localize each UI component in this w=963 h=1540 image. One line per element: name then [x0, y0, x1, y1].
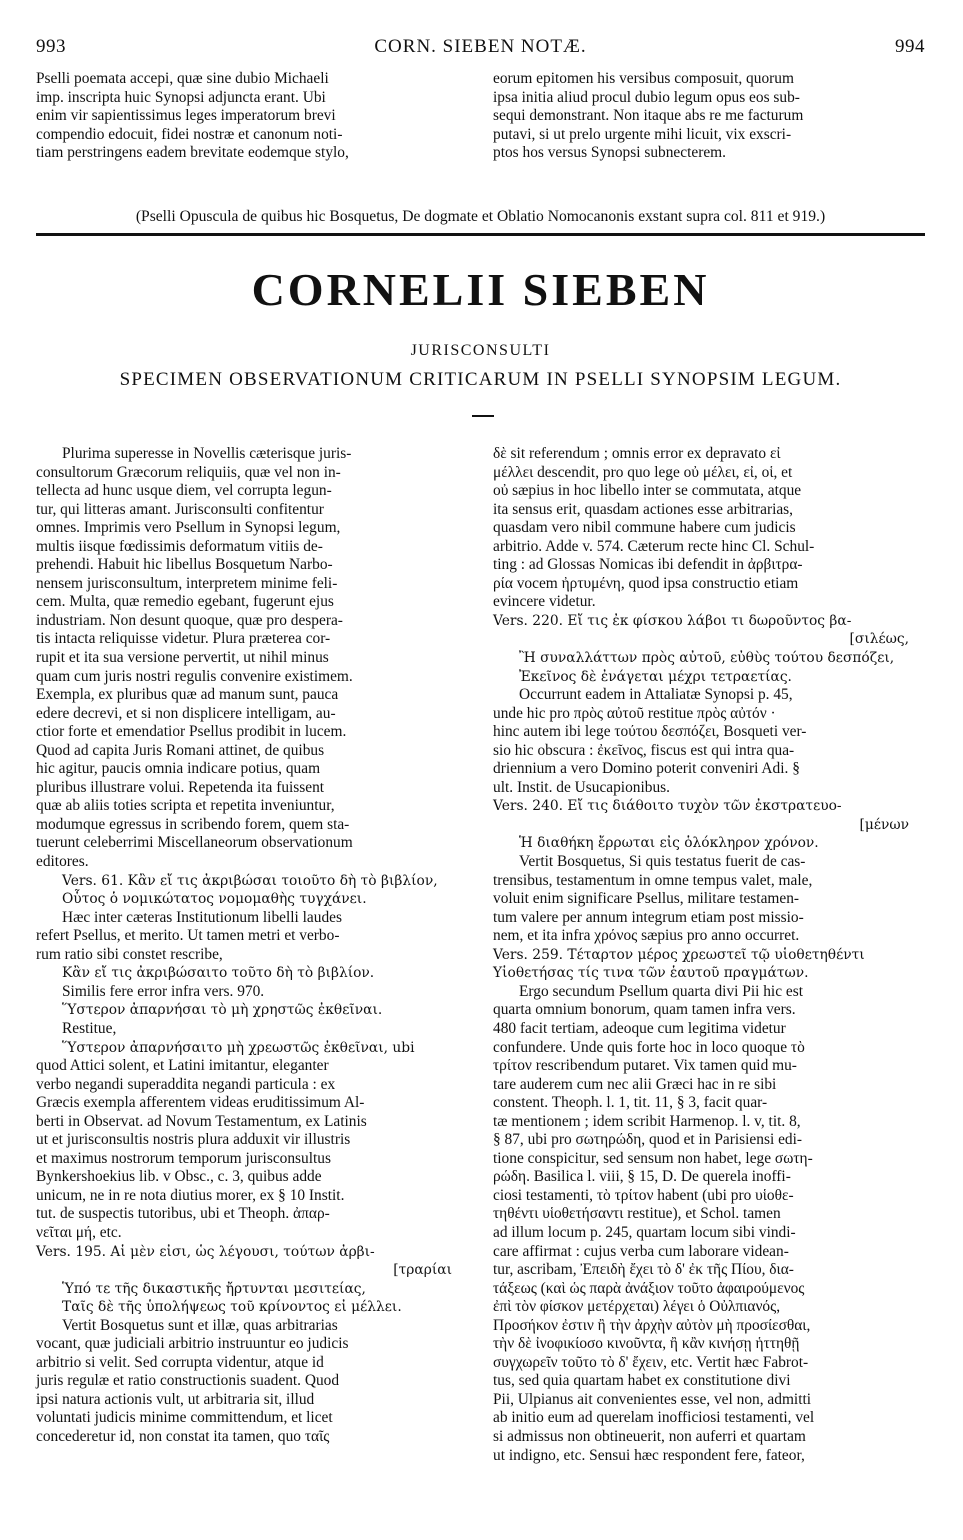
text-line: cem. Multa, quæ remedio egebant, fugerunt ejus — [36, 593, 334, 611]
text-line: confundere. Unde quis forte hoc in loco quoque τὸ — [493, 1038, 805, 1056]
text-line: Restitue, — [62, 1019, 117, 1037]
text-line: ut et jurisconsultis nostris plura adduxit vir illustris — [36, 1131, 351, 1149]
text-line: Vers. 259. Τέταρτον μέρος χρεωστεῖ τῷ υἱοθετηθέντι — [493, 946, 865, 963]
text-line: οὐ sæpius in hoc libello inter se commutata, atque — [493, 482, 802, 500]
text-line: consultorum Græcorum reliquiis, quæ vel non in- — [36, 463, 341, 481]
text-line: Vers. 195. Αἱ μὲν εἰσι, ὡς λέγουσι, τούτων ἀρβι- — [36, 1243, 375, 1260]
text-line: ρώδη. Basilica l. viii, § 15, D. De querela inoffi- — [493, 1168, 791, 1186]
text-line: Ergo secundum Psellum quarta divi Pii hic est — [519, 982, 803, 1000]
text-line: quasdam vero nibil commune habere cum judicis — [493, 519, 796, 537]
page-number-left: 993 — [36, 36, 66, 57]
body-right-column — [493, 445, 925, 1465]
text-line: quam cum juris nostri regulis convenire existimem. — [36, 667, 353, 685]
text-line: Ἡ διαθήκη ἔρρωται εἰς ὁλόκληρον χρόνον. — [519, 835, 819, 852]
text-line: Similis fere error infra vers. 970. — [62, 982, 265, 1000]
text-line: constent. Theoph. l. 1, tit. 11, § 3, facit quar- — [493, 1094, 768, 1112]
text-line: tellecta ad hunc usque diem, vel corrupta legun- — [36, 482, 332, 500]
text-line: voluit enim significare Psellus, militare testamen- — [493, 890, 800, 908]
text-line: Hæc inter cæteras Institutionum libelli laudes — [62, 908, 342, 926]
text-line: edere decrevi, et si non displicere intelligam, au- — [36, 704, 336, 722]
text-line: compendio edocuit, fidei nostræ et canonum noti- — [36, 125, 343, 143]
text-line: ult. Instit. de Usucapionibus. — [493, 778, 670, 796]
text-line: τὴν δὲ ἰνοφικίοσο κινοῦντα, ἢ κἂν κινήσῃ ἡττηθῇ — [493, 1335, 800, 1353]
text-line: modumque egressus in scribendo forem, quem sta- — [36, 815, 350, 833]
text-line: ut indigno, etc. Sensui hæc respondent fere, fateor, — [493, 1446, 805, 1464]
subtitle-jurisconsulti: JURISCONSULTI — [410, 342, 551, 359]
text-line: Vers. 220. Εἴ τις ἐκ φίσκου λάβοι τι δωροῦντος βα- — [493, 612, 852, 629]
text-line: Græcis exempla afferentem videas eruditissimum Al- — [36, 1094, 365, 1112]
text-line: putavi, si ut prelo urgente mihi licuit, vix exscri- — [493, 125, 792, 143]
text-line: Pii, Ulpianus ait convenientes esse, vel non, admitti — [493, 1390, 812, 1408]
title-dash — [472, 415, 494, 417]
text-line: nem, et ita infra χρόνος sæpius pro anno occurret. — [493, 927, 800, 945]
text-line: [τραρίαι — [393, 1262, 452, 1279]
text-line: industriam. Non desunt quoque, quæ pro despera- — [36, 611, 343, 629]
text-line: enim vir sapientissimus leges imperatorum brevi — [36, 107, 336, 125]
text-line: prehendi. Habuit hic libellus Bosquetum Narbo- — [36, 556, 333, 574]
body-columns — [36, 445, 925, 1465]
section-divider — [36, 233, 925, 236]
text-line: arbitrio si velit. Sed corrupta videntur, atque id — [36, 1353, 324, 1371]
text-line: Ὕστερον ἀπαρνήσαιτο μὴ χρεωστῶς ἐκθεῖναι, ubi — [62, 1039, 415, 1056]
text-line: quæ ab aliis toties scripta et repetita inveniuntur, — [36, 797, 335, 815]
text-line: driennium a vero Domino poterit conveniri Adi. § — [493, 760, 800, 778]
text-line: hic agitur, paucis omnia indicare potius, quam — [36, 760, 321, 778]
text-line: tus, sed quia quartam habet ex constitutione divi — [493, 1372, 791, 1390]
text-line: concederetur id, non constat ita tamen, quo ταῖς — [36, 1427, 330, 1445]
source-note: (Pselli Opuscula de quibus hic Bosquetus, De dogmate et Oblatio Nomocanonis exstant supra col. 811 et 919.) — [135, 208, 826, 225]
text-line: tum valere per annum integrum etiam post missio- — [493, 908, 804, 926]
text-line: eorum epitomen his versibus composuit, quorum — [493, 70, 794, 87]
subtitle-specimen: SPECIMEN OBSERVATIONUM CRITICARUM IN PSELLI SYNOPSIM LEGUM. — [119, 369, 842, 390]
text-line: unicum, ne in re nota diutius morer, ex § 10 Instit. — [36, 1186, 345, 1204]
running-head — [36, 36, 925, 60]
page-number-right: 994 — [894, 36, 925, 57]
intro-columns — [36, 70, 925, 163]
text-line: Ὕστερον ἀπαρνήσαι τὸ μὴ χρηστῶς ἐκθεῖναι. — [62, 1002, 383, 1019]
text-line: tare auderem cum nec alii Græci hac in re sibi — [493, 1075, 777, 1093]
text-line: μέλλει descendit, pro quo lege οὐ μέλει, εἰ, οἱ, et — [493, 463, 793, 481]
text-line: ptos hos versus Synopsi subnecterem. — [493, 144, 726, 162]
text-line: Ἢ συναλλάττων πρὸς αὐτοῦ, εὐθὺς τούτου δεσπόζει, — [519, 650, 895, 667]
text-line: Occurrunt eadem in Attaliatæ Synopsi p. 45, — [519, 686, 793, 704]
text-line: sio hic obscura : ἐκεῖνος, fiscus est qui intra qua- — [493, 741, 795, 759]
text-line: § 87, ubi pro σωτηρώδη, quod et in Parisiensi edi- — [493, 1131, 802, 1149]
text-line: sequi demonstrant. Non itaque abs re me facturum — [493, 107, 804, 125]
text-line: arbitrio. Adde v. 574. Cæterum recte hinc Cl. Schul- — [493, 537, 815, 555]
text-line: quarta omnium bonorum, quam tamen infra vers. — [493, 1001, 796, 1019]
text-line: ρία vocem ἠρτυμένη, quod ipsa constructio etiam — [493, 574, 799, 592]
text-line: τάξεως (καὶ ὡς παρὰ ἀνάξιον τοῦτο ἀφαιρούμενος — [493, 1279, 805, 1297]
text-line: συγχωρεῖν τοῦτο τὸ δ' ἔχειν, etc. Vertit hæc Fabrot- — [493, 1353, 809, 1371]
text-line: verbo negandi superaddita negandi particula : ex — [36, 1075, 336, 1093]
text-line: Ταῖς δὲ τῆς ὑπολήψεως τοῦ κρίνοντος εἰ μέλλει. — [62, 1299, 402, 1316]
text-line: ciosi testamenti, τὸ τρίτον habent (ubi pro υἱοθε- — [493, 1186, 794, 1204]
text-line: unde hic pro πρὸς αὐτοῦ restitue πρὸς αὐτόν · — [493, 704, 776, 722]
text-line: ting : ad Glossas Nomicas ibi defendit in ἀρβιτρα- — [493, 556, 803, 574]
text-line: 480 facit tertiam, adeoque cum legitima videtur — [493, 1019, 786, 1037]
text-line: δὲ sit referendum ; omnis error ex depravato εἰ — [493, 445, 781, 462]
text-line: Vers. 240. Εἴ τις διάθοιτο τυχὸν τῶν ἐκστρατευο- — [493, 798, 842, 815]
text-line: tur, ascribam, Ἐπειδὴ ἔχει τὸ δ' ἐκ τῆς Πίου, δια- — [493, 1261, 794, 1279]
text-line: Plurima superesse in Novellis cæterisque juris- — [62, 445, 352, 462]
text-line: tuerunt celeberrimi Miscellaneorum observationum — [36, 834, 353, 852]
text-line: [σιλέως, — [849, 631, 909, 648]
text-line: rum ratio sibi constet rescribe, — [36, 945, 223, 963]
text-line: quod Attici solent, et Latini imitantur, eleganter — [36, 1057, 329, 1075]
text-line: Οὗτος ὁ νομικώτατος νομομαθὴς τυγχάνει. — [62, 891, 367, 908]
text-line: τηθέντι υἱοθετήσαντι restitue), et Schol. tamen — [493, 1205, 781, 1223]
text-line: ἐπὶ τὸν φίσκον μετέρχεται) λέγει ὁ Οὐλπιανός, — [493, 1298, 781, 1316]
text-line: editores. — [36, 853, 89, 871]
text-line: tiam perstringens eadem brevitate eodemque stylo, — [36, 144, 349, 162]
text-line: berti in Observat. ad Novum Testamentum, ex Latinis — [36, 1112, 367, 1130]
text-line: si admissus non obtineuerit, non auferri et quartam — [493, 1427, 806, 1445]
text-line: Pselli poemata accepi, quæ sine dubio Michaeli — [36, 70, 329, 87]
text-line: pluribus illustrare volui. Repetenda ita fuissent — [36, 778, 325, 796]
text-line: ipsi natura actionis vult, ut arbitraria sit, illud — [36, 1390, 315, 1408]
text-line: Exempla, ex pluribus quæ ad manum sunt, pauca — [36, 686, 339, 704]
text-line: Vertit Bosquetus sunt et illæ, quas arbitrarias — [62, 1316, 338, 1334]
main-title: CORNELII SIEBEN — [251, 264, 710, 315]
text-line: multis iisque fœdissimis deformatum vitiis de- — [36, 537, 323, 555]
text-line: ipsa initia aliud procul dubio legum opus eos sub- — [493, 88, 800, 106]
text-line: tæ mentionem ; idem scribit Harmenop. l. v, tit. 8, — [493, 1112, 801, 1130]
text-line: omnes. Imprimis vero Psellum in Synopsi legum, — [36, 519, 341, 537]
text-line: rupit et ita sua versione pervertit, ut nihil minus — [36, 649, 329, 667]
text-line: Ὑπό τε τῆς δικαστικῆς ἤρτυνται μεσιτείας, — [62, 1280, 366, 1297]
text-line: Υἱοθετήσας τίς τινα τῶν ἑαυτοῦ πραγμάτων. — [493, 965, 809, 982]
text-line: vocant, quæ judiciali arbitrio instruuntur eo judicis — [36, 1335, 349, 1353]
text-line: trensibus, testamentum in omne tempus valet, male, — [493, 871, 813, 889]
text-line: et maximus nostrorum temporum jurisconsultus — [36, 1149, 331, 1167]
intro-left-column — [36, 70, 468, 163]
text-line: Κἂν εἴ τις ἀκριβώσαιτο τοῦτο δὴ τὸ βιβλίον. — [62, 965, 375, 982]
text-line: ctior forte et emendatior Psellus prodibit in lucem. — [36, 723, 347, 741]
text-line: juris regulæ et ratio constructionis suadent. Quod — [36, 1372, 340, 1390]
text-line: voluntati judicis minime committendum, et licet — [36, 1409, 333, 1427]
text-line: care affirmat : cujus verba cum laborare videan- — [493, 1242, 789, 1260]
text-line: τρίτον rescribendum putaret. Vix tamen quid mu- — [493, 1057, 797, 1075]
text-line: Vertit Bosquetus, Si quis testatus fuerit de cas- — [519, 853, 806, 871]
text-line: tis intacta reliquisse videtur. Plura præterea cor- — [36, 630, 331, 648]
text-line: Προσήκον ἐστιν ἢ τὴν ἀρχὴν αὐτὸν μὴ προσίεσθαι, — [493, 1316, 811, 1334]
text-line: Vers. 61. Κἂν εἴ τις ἀκριβώσαι τοιοῦτο δὴ τὸ βιβλίον, — [62, 872, 438, 889]
text-line: nensem jurisconsultum, interpretem minime feli- — [36, 574, 338, 592]
text-line: Quod ad capita Juris Romani attinet, de quibus — [36, 741, 325, 759]
text-line: ad illum locum p. 245, quartam locum sibi vindi- — [493, 1223, 796, 1241]
text-line: Bynkershoekius lib. v Obsc., c. 3, quibus adde — [36, 1168, 322, 1186]
text-line: tut. de suspectis tutoribus, ubi et Theoph. ἀπαρ- — [36, 1205, 330, 1223]
text-line: hinc autem ibi lege τούτου δεσπόζει, Bosqueti ver- — [493, 723, 807, 741]
text-line: [μένων — [859, 816, 909, 833]
text-line: tur, qui litteras amant. Jurisconsulti confitentur — [36, 500, 324, 518]
intro-right-column — [493, 70, 925, 163]
text-line: ab initio eum ad querelam inofficiosi testamenti, vel — [493, 1409, 815, 1427]
text-line: tione conspicitur, sed sensum non habet, lege σωτη- — [493, 1149, 813, 1167]
text-line: Ἐκεῖνος δὲ ἐνάγεται μέχρι τετραετίας. — [519, 668, 792, 685]
text-line: ita sensus erit, quasdam actiones esse arbitrarias, — [493, 500, 794, 518]
text-line: evincere videtur. — [493, 593, 596, 611]
text-line: refert Psellus, et merito. Ut tamen metri et verbo- — [36, 927, 340, 945]
running-title: CORN. SIEBEN NOTÆ. — [374, 36, 587, 57]
text-line: νεῖται μή, etc. — [36, 1223, 122, 1241]
text-line: imp. inscripta huic Synopsi adjuncta erant. Ubi — [36, 88, 326, 106]
body-left-column — [36, 445, 468, 1465]
